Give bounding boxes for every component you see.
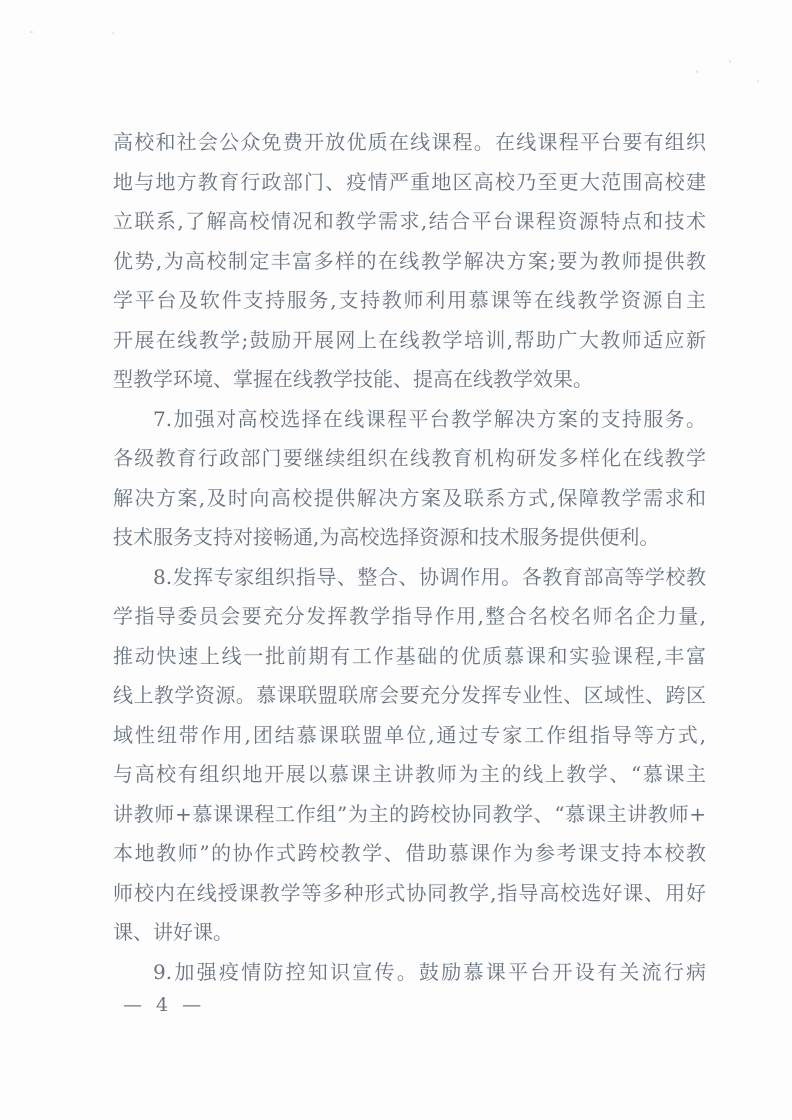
text-line: 9.加强疫情防控知识宣传。鼓励慕课平台开设有关流行病 xyxy=(153,959,706,984)
text-line: 学平台及软件支持服务,支持教师利用慕课等在线教学资源自主 xyxy=(113,288,706,312)
text-line: 8.发挥专家组织指导、整合、协调作用。各教育部高等学校教 xyxy=(153,564,706,589)
text-line: 师校内在线授课教学等多种形式协同教学,指导高校选好课、用好 xyxy=(113,880,706,905)
document-body xyxy=(113,123,706,992)
text-line: 优势,为高校制定丰富多样的在线教学解决方案;要为教师提供教 xyxy=(113,248,706,273)
text-line: 地与地方教育行政部门、疫情严重地区高校乃至更大范围高校建 xyxy=(113,169,706,194)
text-line: 技术服务支持对接畅通,为高校选择资源和技术服务提供便利。 xyxy=(113,525,660,549)
text-line: 型教学环境、掌握在线教学技能、提高在线教学效果。 xyxy=(113,367,593,391)
text-line: 线上教学资源。慕课联盟联席会要充分发挥专业性、区域性、跨区 xyxy=(113,683,706,707)
text-line: 学指导委员会要充分发挥教学指导作用,整合名校名师名企力量, xyxy=(113,604,706,628)
scan-speck xyxy=(112,32,114,34)
text-line: 7.加强对高校选择在线课程平台教学解决方案的支持服务。 xyxy=(153,406,706,431)
scan-speck xyxy=(30,31,33,33)
text-line: 高校和社会公众免费开放优质在线课程。在线课程平台要有组织 xyxy=(113,130,706,154)
text-line: 课、讲好课。 xyxy=(113,920,233,944)
text-line: 各级教育行政部门要继续组织在线教育机构研发多样化在线教学 xyxy=(113,446,706,470)
text-line: 讲教师+慕课课程工作组”为主的跨校协同教学、“慕课主讲教师+ xyxy=(113,801,706,826)
text-line: 开展在线教学;鼓励开展网上在线教学培训,帮助广大教师适应新 xyxy=(113,327,706,352)
text-line: 本地教师”的协作式跨校教学、借助慕课作为参考课支持本校教 xyxy=(113,841,706,865)
text-line: 域性纽带作用,团结慕课联盟单位,通过专家工作组指导等方式, xyxy=(113,722,706,747)
scan-speck xyxy=(757,80,759,82)
text-line: 立联系,了解高校情况和教学需求,结合平台课程资源特点和技术 xyxy=(113,209,706,233)
scan-speck xyxy=(696,70,698,73)
page-number: — 4 — xyxy=(123,994,206,1016)
scan-speck xyxy=(729,60,731,63)
text-line: 与高校有组织地开展以慕课主讲教师为主的线上教学、“慕课主 xyxy=(113,762,706,786)
text-line: 解决方案,及时向高校提供解决方案及联系方式,保障教学需求和 xyxy=(113,485,706,510)
text-line: 推动快速上线一批前期有工作基础的优质慕课和实验课程,丰富 xyxy=(113,643,706,668)
